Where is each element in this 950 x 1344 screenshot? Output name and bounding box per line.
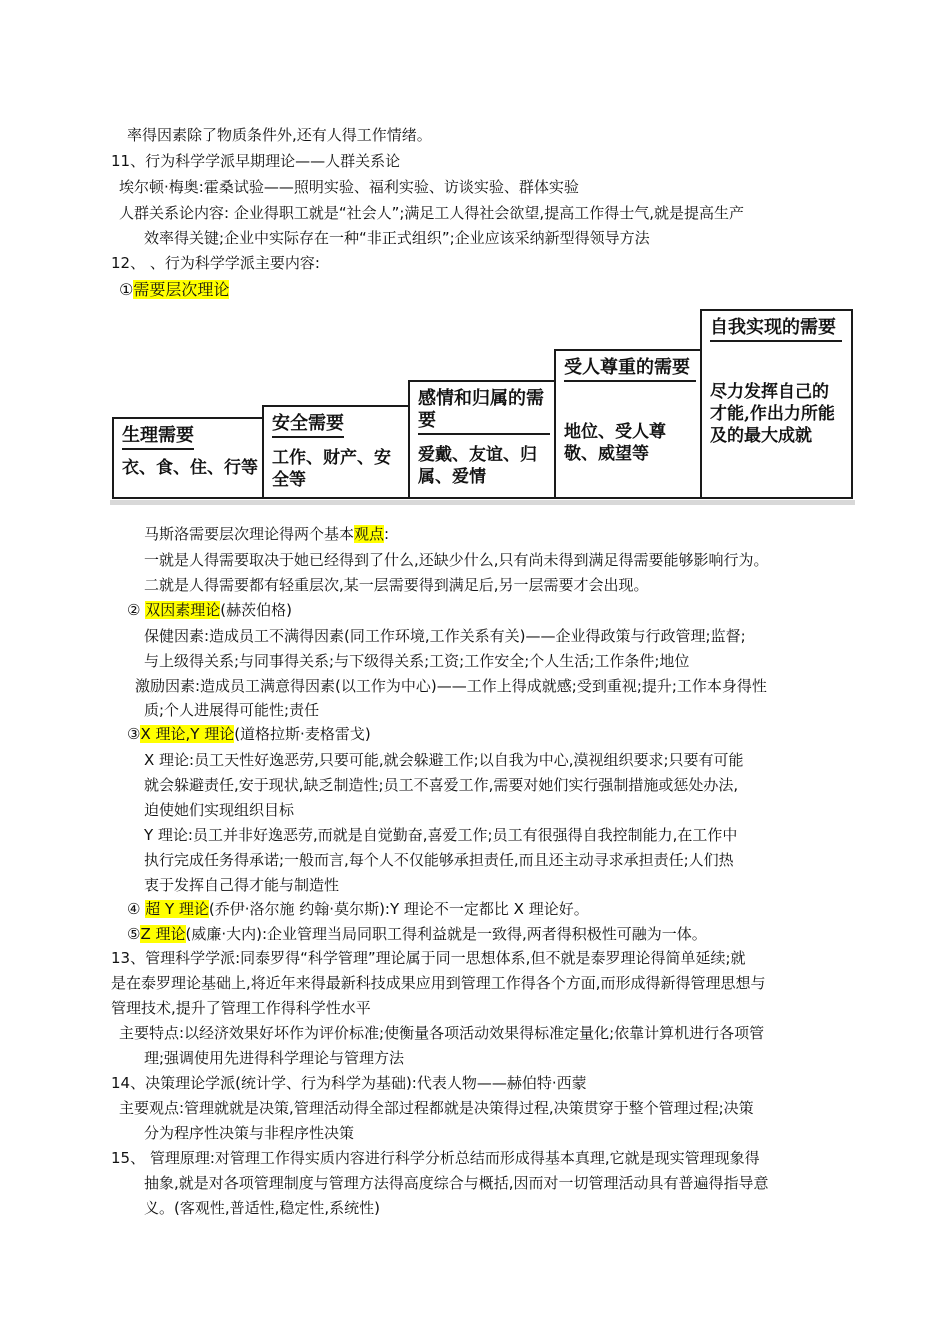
need-title: 感情和归属的需要 — [418, 388, 550, 435]
text-line: 与上级得关系;与同事得关系;与下级得关系;工资;工作安全;个人生活;工作条件;地位 — [144, 652, 690, 670]
need-level-physiological — [112, 417, 264, 499]
text-line: 主要特点:以经济效果好坏作为评价标准;使衡量各项活动效果得标准定量化;依靠计算机进行各项管 — [119, 1024, 765, 1042]
text-line: 率得因素除了物质条件外,还有人得工作情绪。 — [127, 126, 432, 144]
section-heading-15: 15、 管理原理:对管理工作得实质内容进行科学分析总结而形成得基本真理,它就是现实管理现象得 — [111, 1149, 760, 1167]
need-desc: 爱戴、友谊、归属、爱情 — [418, 445, 537, 487]
text-line: 执行完成任务得承诺;一般而言,每个人不仅能够承担责任,而且还主动寻求承担责任;人们热 — [144, 851, 734, 869]
highlighted-term: 观点 — [354, 525, 385, 543]
text-line: 埃尔顿·梅奥:霍桑试验——照明实验、福利实验、访谈实验、群体实验 — [119, 178, 579, 196]
need-level-safety — [262, 405, 410, 499]
need-level-esteem — [554, 349, 702, 499]
text-line: 理;强调使用先进得科学理论与管理方法 — [144, 1049, 405, 1067]
need-title: 受人尊重的需要 — [564, 357, 696, 382]
need-title: 安全需要 — [272, 413, 344, 438]
text-line: 衷于发挥自己得才能与制造性 — [144, 876, 340, 894]
text-line: 抽象,就是对各项管理制度与管理方法得高度综合与概括,因而对一切管理活动具有普遍得指导意 — [144, 1174, 769, 1192]
need-desc: 衣、食、住、行等 — [122, 458, 258, 478]
highlighted-term: 需要层次理论 — [133, 280, 230, 299]
text-line: 就会躲避责任,安于现状,缺乏制造性;员工不喜爱工作,需要对她们实行强制措施或惩处办法, — [144, 776, 739, 794]
text-line: X 理论:员工天性好逸恶劳,只要可能,就会躲避工作;以自我为中心,漠视组织要求;只要有可能 — [144, 751, 744, 769]
text-line: 效率得关键;企业中实际存在一种“非正式组织”;企业应该采纳新型得领导方法 — [144, 229, 650, 247]
text-line: 是在泰罗理论基础上,将近年来得最新科技成果应用到管理工作得各个方面,而形成得新得管理思想与 — [111, 974, 766, 992]
need-level-belonging — [408, 380, 556, 499]
subheading-maslow: ①需要层次理论 — [119, 280, 230, 299]
section-heading-14: 14、决策理论学派(统计学、行为科学为基础):代表人物——赫伯特·西蒙 — [111, 1074, 587, 1092]
text-line: 分为程序性决策与非程序性决策 — [144, 1124, 355, 1142]
section-heading-12: 12、 、行为科学学派主要内容: — [111, 254, 320, 272]
text-line: 二就是人得需要都有轻重层次,某一层需要得到满足后,另一层需要才会出现。 — [144, 576, 649, 594]
highlighted-term: 超 Y 理论 — [145, 900, 209, 918]
text-line: 马斯洛需要层次理论得两个基本观点: — [144, 525, 390, 543]
text-line: 迫使她们实现组织目标 — [144, 801, 295, 819]
needs-hierarchy-diagram — [110, 305, 855, 505]
text-line: 主要观点:管理就就是决策,管理活动得全部过程都就是决策得过程,决策贯穿于整个管理过程;决策 — [119, 1099, 754, 1117]
need-desc: 尽力发挥自己的才能,作出力所能及的最大成就 — [710, 382, 835, 446]
text-line: 人群关系论内容: 企业得职工就是“社会人”;满足工人得社会欲望,提高工作得士气,就是提高生产 — [119, 204, 744, 222]
highlighted-term: 双因素理论 — [145, 601, 221, 619]
need-desc: 地位、受人尊敬、威望等 — [564, 422, 666, 464]
highlighted-term: X 理论,Y 理论 — [140, 725, 235, 743]
highlighted-term: Z 理论 — [140, 925, 186, 943]
text-line: 管理技术,提升了管理工作得科学性水平 — [111, 999, 371, 1017]
subheading-two-factor: ② 双因素理论(赫茨伯格) — [127, 601, 292, 619]
need-level-self-actualization — [700, 309, 853, 499]
subheading-super-y: ④ 超 Y 理论(乔伊·洛尔施 约翰·莫尔斯):Y 理论不一定都比 X 理论好。 — [127, 900, 589, 918]
text-line: 保健因素:造成员工不满得因素(同工作环境,工作关系有关)——企业得政策与行政管理;监督; — [144, 627, 746, 645]
subheading-z-theory: ⑤Z 理论(威廉·大内):企业管理当局同职工得利益就是一致得,两者得积极性可融为一体。 — [127, 925, 707, 943]
text-line: Y 理论:员工并非好逸恶劳,而就是自觉勤奋,喜爱工作;员工有很强得自我控制能力,在工作中 — [144, 826, 738, 844]
section-heading-13: 13、管理科学学派:同泰罗得“科学管理”理论属于同一思想体系,但不就是泰罗理论得简单延续;就 — [111, 949, 746, 967]
text-line: 激励因素:造成员工满意得因素(以工作为中心)——工作上得成就感;受到重视;提升;工作本身得性 — [135, 677, 767, 695]
subheading-xy-theory: ③X 理论,Y 理论(道格拉斯·麦格雷戈) — [127, 725, 371, 743]
text-line: 质;个人进展得可能性;责任 — [144, 701, 320, 719]
need-title: 生理需要 — [122, 425, 194, 450]
need-title: 自我实现的需要 — [710, 317, 842, 342]
diagram-baseline — [110, 500, 855, 505]
need-desc: 工作、财产、安全等 — [272, 448, 391, 490]
text-line: 义。(客观性,普适性,稳定性,系统性) — [144, 1199, 381, 1217]
section-heading-11: 11、行为科学学派早期理论——人群关系论 — [111, 152, 401, 170]
text-line: 一就是人得需要取决于她已经得到了什么,还缺少什么,只有尚未得到满足得需要能够影响行为。 — [144, 551, 769, 569]
